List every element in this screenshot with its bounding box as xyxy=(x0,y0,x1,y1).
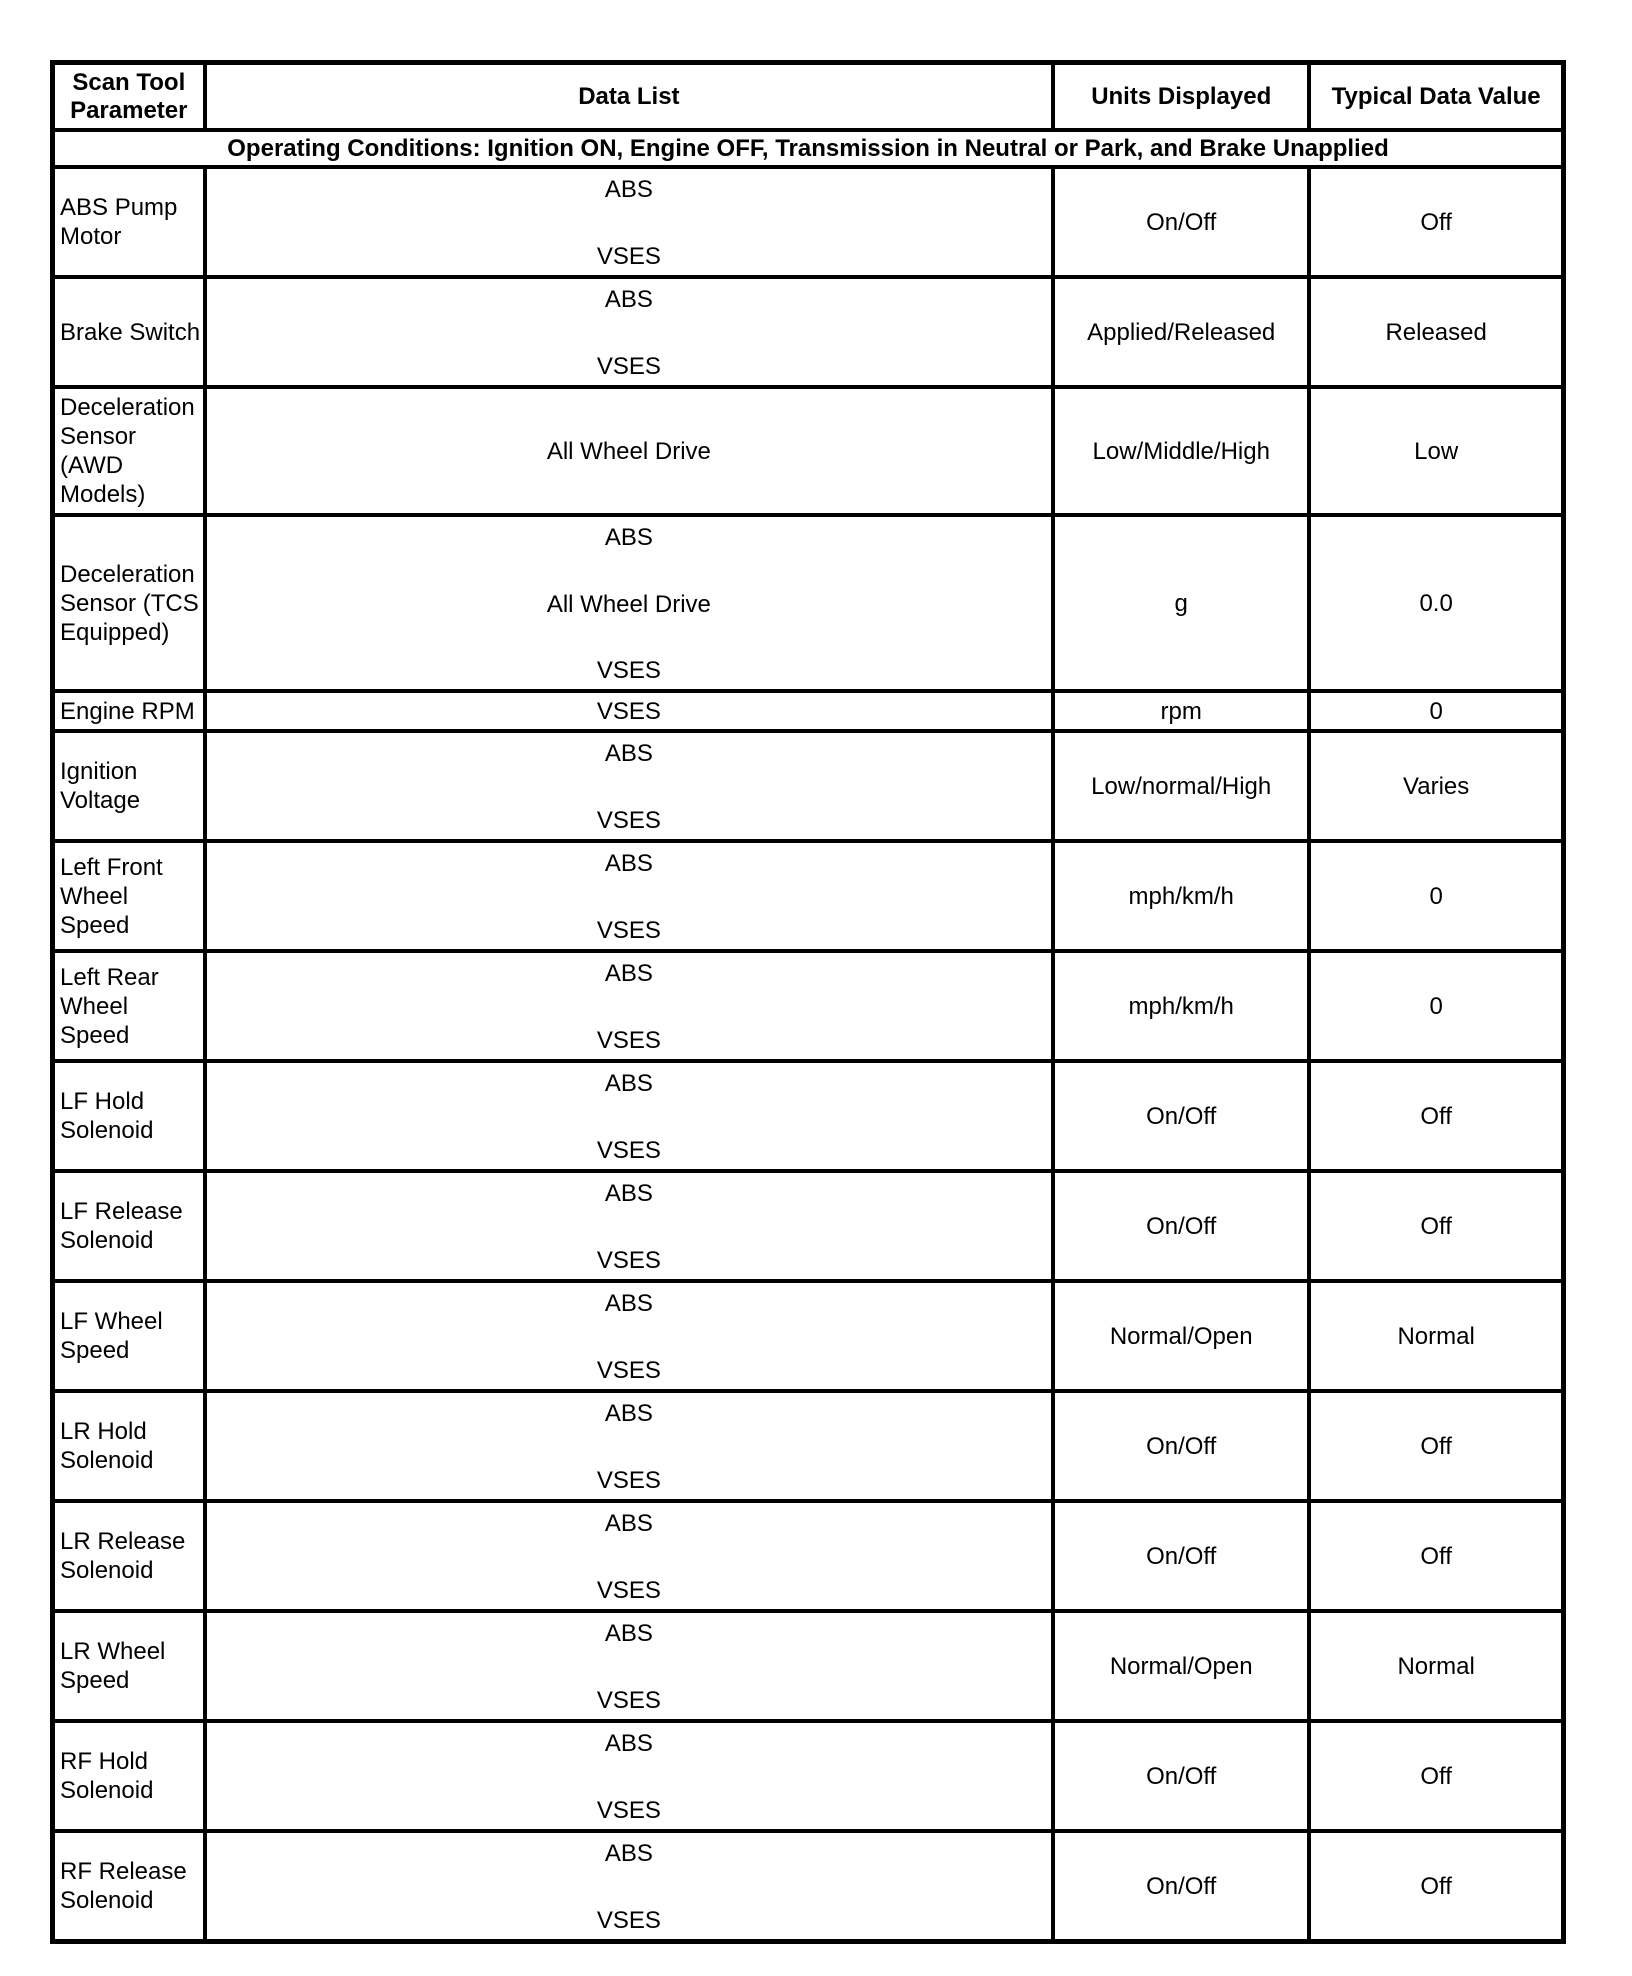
data-list-cell xyxy=(205,1391,1054,1501)
parameter-cell: ABS Pump Motor xyxy=(53,167,205,277)
units-cell: Applied/Released xyxy=(1053,277,1309,387)
table-row xyxy=(53,515,1564,691)
parameter-cell: RF Hold Solenoid xyxy=(53,1721,205,1831)
table-row xyxy=(53,1061,1564,1171)
data-list-entries xyxy=(207,693,1052,729)
data-list-entry: VSES xyxy=(596,697,661,725)
data-list-entry: VSES xyxy=(596,917,661,944)
data-list-entry: VSES xyxy=(596,1907,661,1934)
units-cell: Low/normal/High xyxy=(1053,731,1309,841)
data-list-entry: All Wheel Drive xyxy=(546,437,711,465)
units-cell: On/Off xyxy=(1053,167,1309,277)
data-list-entry: ABS xyxy=(604,1290,653,1317)
typical-value-cell: 0 xyxy=(1309,841,1563,951)
units-cell: On/Off xyxy=(1053,1061,1309,1171)
typical-value-cell: Low xyxy=(1309,387,1563,515)
table-row xyxy=(53,1831,1564,1942)
header-units: Units Displayed xyxy=(1053,63,1309,131)
data-list-entry: VSES xyxy=(596,657,661,684)
table-row xyxy=(53,1171,1564,1281)
typical-value-cell: 0.0 xyxy=(1309,515,1563,691)
parameter-cell: RF Release Solenoid xyxy=(53,1831,205,1942)
data-list-entries xyxy=(207,169,1052,275)
units-cell: Normal/Open xyxy=(1053,1281,1309,1391)
parameter-cell: LF Hold Solenoid xyxy=(53,1061,205,1171)
data-list-cell xyxy=(205,1611,1054,1721)
data-list-entry: ABS xyxy=(604,960,653,987)
header-parameter: Scan Tool Parameter xyxy=(53,63,205,131)
data-list-entry: ABS xyxy=(604,1070,653,1097)
parameter-cell: Engine RPM xyxy=(53,691,205,731)
typical-value-cell: Varies xyxy=(1309,731,1563,841)
units-cell: On/Off xyxy=(1053,1721,1309,1831)
typical-value-cell: Normal xyxy=(1309,1611,1563,1721)
data-list-entry: All Wheel Drive xyxy=(546,590,711,618)
data-list-entry: VSES xyxy=(596,807,661,834)
data-list-cell xyxy=(205,1061,1054,1171)
data-list-entries xyxy=(207,1833,1052,1939)
units-cell: Normal/Open xyxy=(1053,1611,1309,1721)
data-list-cell xyxy=(205,1281,1054,1391)
data-list-cell xyxy=(205,691,1054,731)
parameter-cell: LF Wheel Speed xyxy=(53,1281,205,1391)
parameter-cell: LF Release Solenoid xyxy=(53,1171,205,1281)
parameter-cell: LR Wheel Speed xyxy=(53,1611,205,1721)
table-row xyxy=(53,1721,1564,1831)
parameter-cell: Ignition Voltage xyxy=(53,731,205,841)
parameter-cell: Left Front Wheel Speed xyxy=(53,841,205,951)
units-cell: mph/km/h xyxy=(1053,951,1309,1061)
table-row xyxy=(53,277,1564,387)
parameter-cell: LR Release Solenoid xyxy=(53,1501,205,1611)
data-list-entries xyxy=(207,953,1052,1059)
data-list-entry: ABS xyxy=(604,850,653,877)
table-row xyxy=(53,1501,1564,1611)
data-list-entry: VSES xyxy=(596,1137,661,1164)
typical-value-cell: Normal xyxy=(1309,1281,1563,1391)
data-list-entry: ABS xyxy=(604,1400,653,1427)
typical-value-cell: Off xyxy=(1309,1831,1563,1942)
units-cell: Low/Middle/High xyxy=(1053,387,1309,515)
data-list-entry: VSES xyxy=(596,243,661,270)
data-list-cell xyxy=(205,167,1054,277)
data-list-cell xyxy=(205,1721,1054,1831)
data-list-cell xyxy=(205,731,1054,841)
header-row xyxy=(53,63,1564,131)
data-list-entry: VSES xyxy=(596,1577,661,1604)
header-data-list: Data List xyxy=(205,63,1054,131)
table-row xyxy=(53,1611,1564,1721)
table-row xyxy=(53,167,1564,277)
data-list-entry: VSES xyxy=(596,1467,661,1494)
parameter-cell: Left Rear Wheel Speed xyxy=(53,951,205,1061)
data-list-entry: VSES xyxy=(596,1687,661,1714)
units-cell: mph/km/h xyxy=(1053,841,1309,951)
data-list-entry: ABS xyxy=(604,524,653,551)
data-list-entries xyxy=(207,1173,1052,1279)
scan-tool-data-table xyxy=(50,60,1566,1944)
typical-value-cell: 0 xyxy=(1309,691,1563,731)
data-list-cell xyxy=(205,515,1054,691)
data-list-entry: ABS xyxy=(604,286,653,313)
data-list-entry: ABS xyxy=(604,176,653,203)
data-list-entries xyxy=(207,1503,1052,1609)
data-list-entries xyxy=(207,1613,1052,1719)
data-list-entry: ABS xyxy=(604,1510,653,1537)
table-row xyxy=(53,841,1564,951)
data-list-entries xyxy=(207,279,1052,385)
units-cell: On/Off xyxy=(1053,1391,1309,1501)
typical-value-cell: 0 xyxy=(1309,951,1563,1061)
data-list-cell xyxy=(205,951,1054,1061)
data-list-entries xyxy=(207,1393,1052,1499)
data-list-cell xyxy=(205,1831,1054,1942)
table-row xyxy=(53,951,1564,1061)
table-row xyxy=(53,1281,1564,1391)
data-list-entries xyxy=(207,389,1052,513)
units-cell: rpm xyxy=(1053,691,1309,731)
operating-conditions-row xyxy=(53,130,1564,167)
typical-value-cell: Off xyxy=(1309,1171,1563,1281)
units-cell: On/Off xyxy=(1053,1501,1309,1611)
data-list-entries xyxy=(207,843,1052,949)
data-list-entry: VSES xyxy=(596,353,661,380)
data-list-entry: ABS xyxy=(604,1620,653,1647)
data-list-entries xyxy=(207,517,1052,689)
data-list-entry: ABS xyxy=(604,1840,653,1867)
data-list-entries xyxy=(207,1283,1052,1389)
table-row xyxy=(53,691,1564,731)
table-row xyxy=(53,387,1564,515)
units-cell: g xyxy=(1053,515,1309,691)
data-list-cell xyxy=(205,1171,1054,1281)
parameter-cell: LR Hold Solenoid xyxy=(53,1391,205,1501)
data-list-cell xyxy=(205,387,1054,515)
typical-value-cell: Off xyxy=(1309,1721,1563,1831)
data-list-entries xyxy=(207,733,1052,839)
table-row xyxy=(53,731,1564,841)
table-row xyxy=(53,1391,1564,1501)
data-list-cell xyxy=(205,1501,1054,1611)
data-list-entry: ABS xyxy=(604,1180,653,1207)
data-list-entry: ABS xyxy=(604,1730,653,1757)
data-list-entries xyxy=(207,1063,1052,1169)
typical-value-cell: Off xyxy=(1309,1501,1563,1611)
data-list-entries xyxy=(207,1723,1052,1829)
typical-value-cell: Off xyxy=(1309,1061,1563,1171)
parameter-cell: Deceleration Sensor (AWD Models) xyxy=(53,387,205,515)
typical-value-cell: Off xyxy=(1309,1391,1563,1501)
typical-value-cell: Off xyxy=(1309,167,1563,277)
units-cell: On/Off xyxy=(1053,1831,1309,1942)
data-list-entry: VSES xyxy=(596,1797,661,1824)
data-list-entry: VSES xyxy=(596,1247,661,1274)
data-list-entry: ABS xyxy=(604,740,653,767)
data-list-entry: VSES xyxy=(596,1027,661,1054)
header-typical-value: Typical Data Value xyxy=(1309,63,1563,131)
data-list-cell xyxy=(205,841,1054,951)
parameter-cell: Brake Switch xyxy=(53,277,205,387)
typical-value-cell: Released xyxy=(1309,277,1563,387)
data-list-entry: VSES xyxy=(596,1357,661,1384)
operating-conditions: Operating Conditions: Ignition ON, Engine OFF, Transmission in Neutral or Park, and Brake Unapplied xyxy=(53,130,1564,167)
data-list-cell xyxy=(205,277,1054,387)
parameter-cell: Deceleration Sensor (TCS Equipped) xyxy=(53,515,205,691)
units-cell: On/Off xyxy=(1053,1171,1309,1281)
